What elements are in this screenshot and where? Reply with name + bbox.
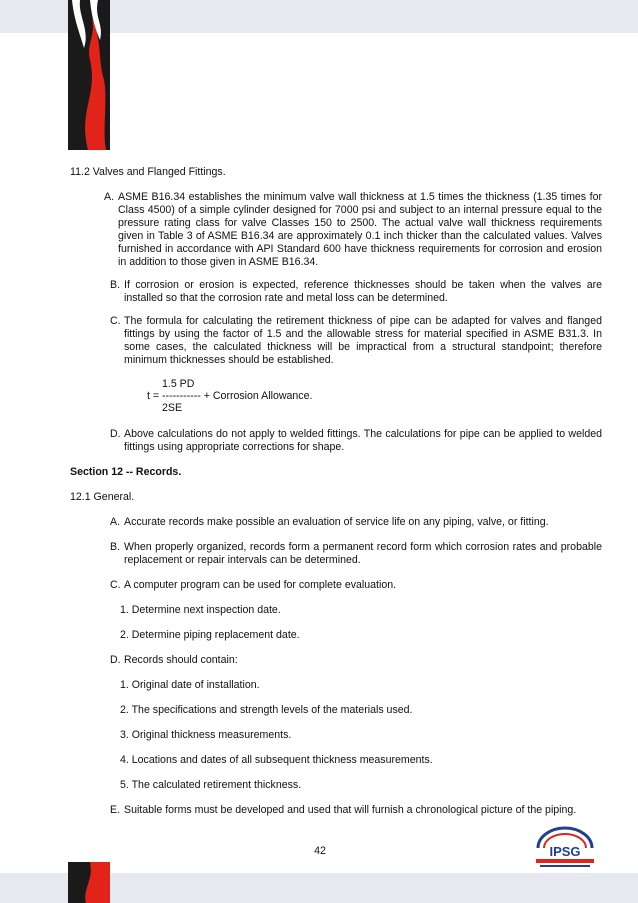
list-item-b xyxy=(110,279,602,305)
sub-item: 5. The calculated retirement thickness. xyxy=(120,779,302,791)
page-body-continued xyxy=(70,428,602,817)
formula-numerator: 1.5 PD xyxy=(162,378,195,390)
page-body xyxy=(70,166,602,367)
records-item-a xyxy=(110,516,602,529)
list-label: D. xyxy=(110,428,121,440)
list-label: C. xyxy=(110,315,121,327)
list-label: A. xyxy=(104,191,115,203)
list-text: When properly organized, records form a permanent record form which corrosion rates and probable replacement or repair intervals can be determined. xyxy=(124,541,602,566)
list-text: Records should contain: xyxy=(124,654,238,666)
ipsg-logo xyxy=(530,826,600,872)
list-text: The formula for calculating the retirement thickness of pipe can be adapted for valves and flanged fittings by using the factor of 1.5 and the allowable stress for material specified in ASME B31.3. In some cases, the calculated thickness will be impractical from a structural standpoint; therefore minimum thicknesses should be established. xyxy=(124,315,602,366)
list-text: Above calculations do not apply to welded fittings. The calculations for pipe can be applied to welded fittings using appropriate corrections for shape. xyxy=(124,428,602,453)
list-text: If corrosion or erosion is expected, reference thicknesses should be taken when the valves are installed so that the corrosion rate and metal loss can be determined. xyxy=(124,279,602,304)
list-text: ASME B16.34 establishes the minimum valve wall thickness at 1.5 times the thickness (1.35 times for Class 4500) of a simple cylinder designed for 7000 psi and subject to an internal pressure equal to the pressure rating class for valve Classes 150 to 2500. The actual valve wall thickness requirements given in Table 3 of ASME B16.34 are approximately 0.1 inch thicker than the calculated values. Valves furnished in accordance with API Standard 600 have thickness requirements for corrosion and erosion in addition to those given in ASME B16.34. xyxy=(118,191,602,268)
sub-item: 2. Determine piping replacement date. xyxy=(120,629,300,641)
list-item-a xyxy=(104,191,602,269)
formula-denominator: 2SE xyxy=(162,402,183,414)
flame-decoration-bottom xyxy=(68,862,110,903)
sub-item: 1. Determine next inspection date. xyxy=(120,604,281,616)
sub-item: 2. The specifications and strength levels of the materials used. xyxy=(120,704,413,716)
formula-line: t = ----------- + Corrosion Allowance. xyxy=(147,390,313,402)
records-item-b xyxy=(110,541,602,567)
list-text: Accurate records make possible an evaluation of service life on any piping, valve, or fitting. xyxy=(124,516,549,528)
list-label: A. xyxy=(110,516,121,528)
list-item-d xyxy=(110,428,602,454)
sub-item: 4. Locations and dates of all subsequent thickness measurements. xyxy=(120,754,433,766)
list-text: A computer program can be used for complete evaluation. xyxy=(124,579,397,591)
records-item-e xyxy=(110,804,602,817)
list-label: B. xyxy=(110,541,121,553)
list-label: E. xyxy=(110,804,121,816)
records-item-d xyxy=(110,654,602,667)
records-item-c xyxy=(110,579,602,592)
list-text: Suitable forms must be developed and used that will furnish a chronological picture of the piping. xyxy=(124,804,577,816)
page-number: 42 xyxy=(314,845,326,857)
list-label: B. xyxy=(110,279,121,291)
flame-decoration-top xyxy=(68,0,110,150)
list-item-c xyxy=(110,315,602,367)
logo-text: IPSG xyxy=(549,844,581,859)
subsection-heading-11-2: 11.2 Valves and Flanged Fittings. xyxy=(70,166,226,178)
sub-item: 3. Original thickness measurements. xyxy=(120,729,292,741)
subsection-heading-12-1: 12.1 General. xyxy=(70,491,135,503)
sub-item: 1. Original date of installation. xyxy=(120,679,260,691)
section-heading-12: Section 12 -- Records. xyxy=(70,466,182,478)
list-label: D. xyxy=(110,654,121,666)
list-label: C. xyxy=(110,579,121,591)
